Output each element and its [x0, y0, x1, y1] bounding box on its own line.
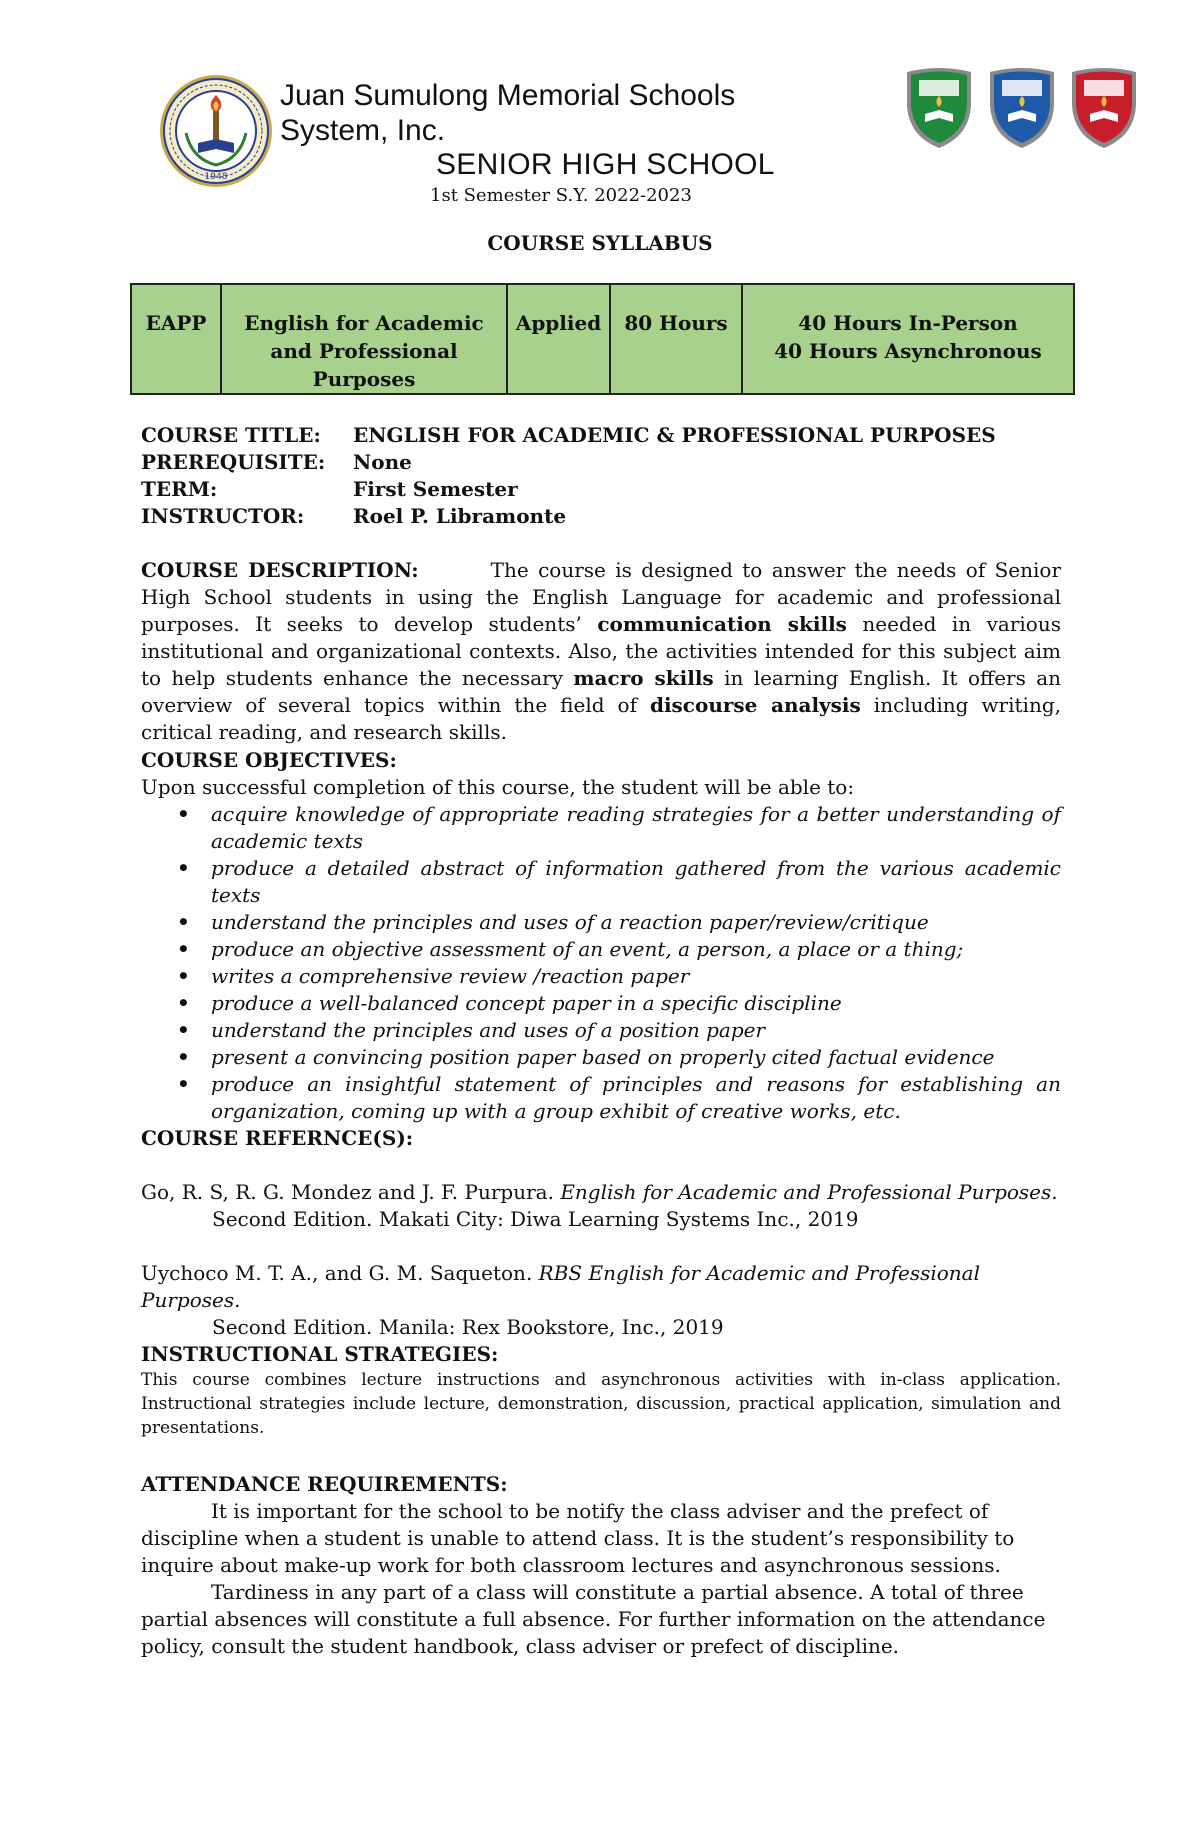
list-item: • understand the principles and uses of a position paper [211, 1017, 1061, 1044]
course-description [141, 557, 1061, 746]
attendance-paragraph-1: It is important for the school to be notify the class adviser and the prefect of discipline when a student is unable to attend class. It is the student’s responsibility to inquire about make-up work for both classroom lectures and asynchronous sessions. [141, 1499, 1015, 1577]
term-label: TERM: [141, 477, 218, 501]
description-bold-discourse: discourse analysis [649, 693, 861, 717]
info-row-term [141, 476, 996, 503]
reference-title: English for Academic and Professional Purposes. [560, 1180, 1058, 1204]
list-item: • writes a comprehensive review /reaction paper [211, 963, 1061, 990]
attendance-requirements [141, 1471, 1061, 1660]
green-shield-logo [903, 66, 975, 150]
description-bold-communication: communication skills [597, 612, 847, 636]
references-heading: COURSE REFERNCE(S): [141, 1126, 414, 1150]
course-code-cell: EAPP [131, 284, 221, 394]
description-text-3: in learning English. It offers an overview of several topics within the field of [141, 666, 1062, 717]
description-text-4: including writing, critical reading, and research skills. [141, 693, 1061, 744]
info-row-instructor [141, 503, 996, 530]
strategies-body: This course combines lecture instructions and asynchronous activities with in-class application. Instructional strategies include lecture, demonstration, discussion, practical application, simulation and presentations. [141, 1370, 1061, 1438]
course-objectives [141, 747, 1061, 1125]
reference-authors: Uychoco M. T. A., and G. M. Saqueton. [141, 1261, 533, 1285]
reference-line-1 [141, 1260, 1061, 1314]
reference-authors: Go, R. S, R. G. Mondez and J. F. Purpura. [141, 1180, 554, 1204]
hours-breakdown-cell [742, 284, 1074, 394]
list-item: • present a convincing position paper based on properly cited factual evidence [211, 1044, 1061, 1071]
description-text-2: needed in various institutional and organizational contexts. Also, the activities intended for this subject aim to help students enhance the necessary [141, 612, 1061, 690]
school-name: Juan Sumulong Memorial Schools System, Inc. [280, 79, 736, 147]
reference-publication: Second Edition. Makati City: Diwa Learning Systems Inc., 2019 [212, 1207, 859, 1231]
list-item: • produce a detailed abstract of information gathered from the various academic texts [211, 855, 1061, 909]
list-item: • acquire knowledge of appropriate reading strategies for a better understanding of academic texts [211, 801, 1061, 855]
table-row [131, 284, 1074, 394]
breakdown-async: 40 Hours Asynchronous [774, 339, 1042, 363]
seal-year-text: 1948 [204, 172, 228, 182]
reference-item [141, 1179, 1061, 1233]
list-item: • produce a well-balanced concept paper in a specific discipline [211, 990, 1061, 1017]
course-title-label: COURSE TITLE: [141, 423, 321, 447]
objectives-intro: Upon successful completion of this course, the student will be able to: [141, 775, 855, 799]
semester-line: 1st Semester S.Y. 2022-2023 [430, 185, 692, 201]
instructor-value: Roel P. Libramonte [353, 504, 567, 528]
description-text-1: The course is designed to answer the needs of Senior High School students in using the English Language for academic and professional purposes. It seeks to develop students’ [141, 558, 1062, 636]
reference-title: RBS English for Academic and Professional Purposes. [141, 1261, 980, 1312]
term-value: First Semester [353, 477, 518, 501]
course-title-value: ENGLISH FOR ACADEMIC & PROFESSIONAL PURPOSES [353, 423, 996, 447]
red-shield-logo [1068, 66, 1140, 150]
semester-line-clip [430, 185, 770, 201]
prerequisite-label: PREREQUISITE: [141, 450, 326, 474]
info-row-title [141, 422, 996, 449]
strategies-heading: INSTRUCTIONAL STRATEGIES: [141, 1342, 499, 1366]
reference-publication: Second Edition. Manila: Rex Bookstore, Inc., 2019 [212, 1315, 724, 1339]
breakdown-in-person: 40 Hours In-Person [798, 311, 1018, 335]
list-item: • understand the principles and uses of a reaction paper/review/critique [211, 909, 1061, 936]
syllabus-title: COURSE SYLLABUS [487, 231, 713, 255]
objectives-list [141, 801, 1061, 1125]
course-summary-table [130, 283, 1075, 395]
description-bold-macro: macro skills [573, 666, 714, 690]
list-item: • produce an insightful statement of principles and reasons for establishing an organization, coming up with a group exhibit of creative works, etc. [211, 1071, 1061, 1125]
attendance-paragraph-2: Tardiness in any part of a class will constitute a partial absence. A total of three partial absences will constitute a full absence. For further information on the attendance policy, consult the student handbook, class adviser or prefect of discipline. [141, 1580, 1046, 1658]
blue-shield-logo [986, 66, 1058, 150]
attendance-heading: ATTENDANCE REQUIREMENTS: [141, 1472, 508, 1496]
instructional-strategies [141, 1341, 1061, 1440]
reference-item [141, 1260, 1061, 1341]
school-seal-logo [158, 73, 274, 189]
course-info [141, 422, 996, 530]
list-item: • produce an objective assessment of an event, a person, a place or a thing; [211, 936, 1061, 963]
prerequisite-value: None [353, 450, 412, 474]
division-title: SENIOR HIGH SCHOOL [436, 148, 775, 181]
course-name-cell: English for Academic and Professional Purposes [221, 284, 507, 394]
description-heading: COURSE DESCRIPTION: [141, 558, 419, 582]
info-row-prereq [141, 449, 996, 476]
course-type-cell: Applied [507, 284, 610, 394]
objectives-heading: COURSE OBJECTIVES: [141, 748, 397, 772]
reference-line-1 [141, 1179, 1061, 1206]
course-hours-cell: 80 Hours [610, 284, 742, 394]
course-references [141, 1125, 1061, 1341]
instructor-label: INSTRUCTOR: [141, 504, 305, 528]
